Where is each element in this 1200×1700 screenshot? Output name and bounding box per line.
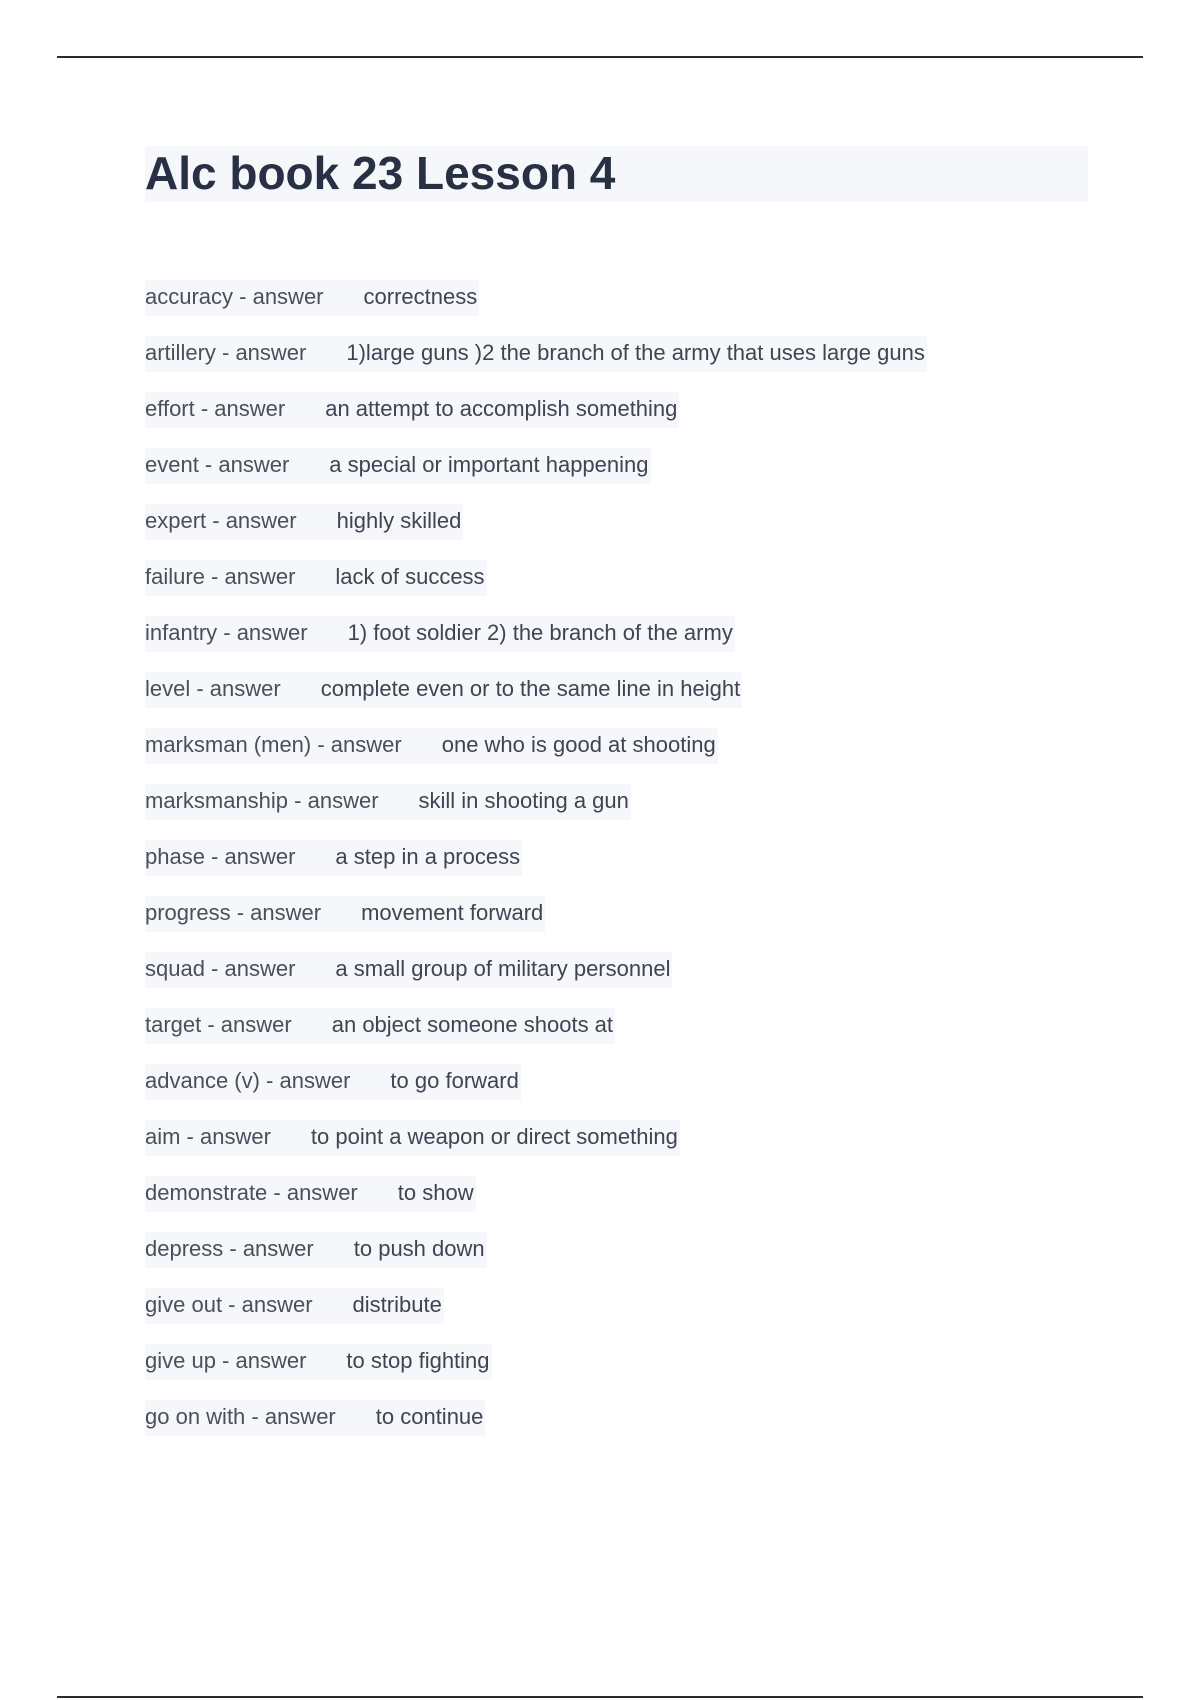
entry-definition: 1) foot soldier 2) the branch of the army [347,620,733,645]
entry-term: infantry - answer [145,620,308,645]
list-item [145,896,1145,952]
entry-term: phase - answer [145,844,296,869]
bottom-rule [57,1696,1143,1698]
entry-definition: to go forward [390,1068,519,1093]
entry-term: target - answer [145,1012,292,1037]
list-item [145,1232,1145,1288]
list-item [145,1008,1145,1064]
entry-term: accuracy - answer [145,284,324,309]
list-item [145,280,1145,336]
list-item [145,392,1145,448]
entry-term: give out - answer [145,1292,313,1317]
document-title: Alc book 23 Lesson 4 [145,147,616,199]
entry-definition: one who is good at shooting [441,732,716,757]
list-item [145,784,1145,840]
entry-term: level - answer [145,676,281,701]
entry-definition: complete even or to the same line in height [320,676,741,701]
entry-definition: skill in shooting a gun [418,788,629,813]
entry-definition: to show [397,1180,474,1205]
entry-definition: highly skilled [336,508,462,533]
entry-definition: lack of success [335,564,485,589]
entry-term: marksmanship - answer [145,788,379,813]
list-item [145,560,1145,616]
list-item [145,672,1145,728]
entry-term: demonstrate - answer [145,1180,358,1205]
list-item [145,448,1145,504]
entry-definition: to continue [375,1404,484,1429]
list-item [145,840,1145,896]
entry-term: expert - answer [145,508,297,533]
list-item [145,504,1145,560]
list-item [145,1288,1145,1344]
list-item [145,616,1145,672]
entry-definition: distribute [352,1292,442,1317]
list-item [145,728,1145,784]
entry-term: give up - answer [145,1348,307,1373]
list-item [145,1176,1145,1232]
entry-definition: to stop fighting [346,1348,490,1373]
entry-definition: to point a weapon or direct something [310,1124,678,1149]
entry-term: advance (v) - answer [145,1068,351,1093]
entry-term: progress - answer [145,900,322,925]
entry-term: effort - answer [145,396,286,421]
list-item [145,1064,1145,1120]
list-item [145,1120,1145,1176]
list-item [145,336,1145,392]
entry-definition: an attempt to accomplish something [325,396,678,421]
entry-definition: a small group of military personnel [335,956,671,981]
entry-definition: to push down [353,1236,485,1261]
entry-definition: correctness [363,284,478,309]
entry-term: depress - answer [145,1236,314,1261]
list-item [145,1400,1145,1456]
list-item [145,952,1145,1008]
entry-term: event - answer [145,452,290,477]
entry-definition: 1)large guns )2 the branch of the army that uses large guns [346,340,925,365]
entry-term: go on with - answer [145,1404,336,1429]
entry-term: artillery - answer [145,340,307,365]
top-rule [57,56,1143,58]
entry-definition: a special or important happening [329,452,649,477]
vocabulary-list [145,280,1145,1456]
entry-definition: movement forward [361,900,544,925]
entry-term: failure - answer [145,564,296,589]
entry-definition: a step in a process [335,844,521,869]
entry-term: squad - answer [145,956,296,981]
entry-term: aim - answer [145,1124,271,1149]
entry-term: marksman (men) - answer [145,732,402,757]
list-item [145,1344,1145,1400]
entry-definition: an object someone shoots at [331,1012,614,1037]
